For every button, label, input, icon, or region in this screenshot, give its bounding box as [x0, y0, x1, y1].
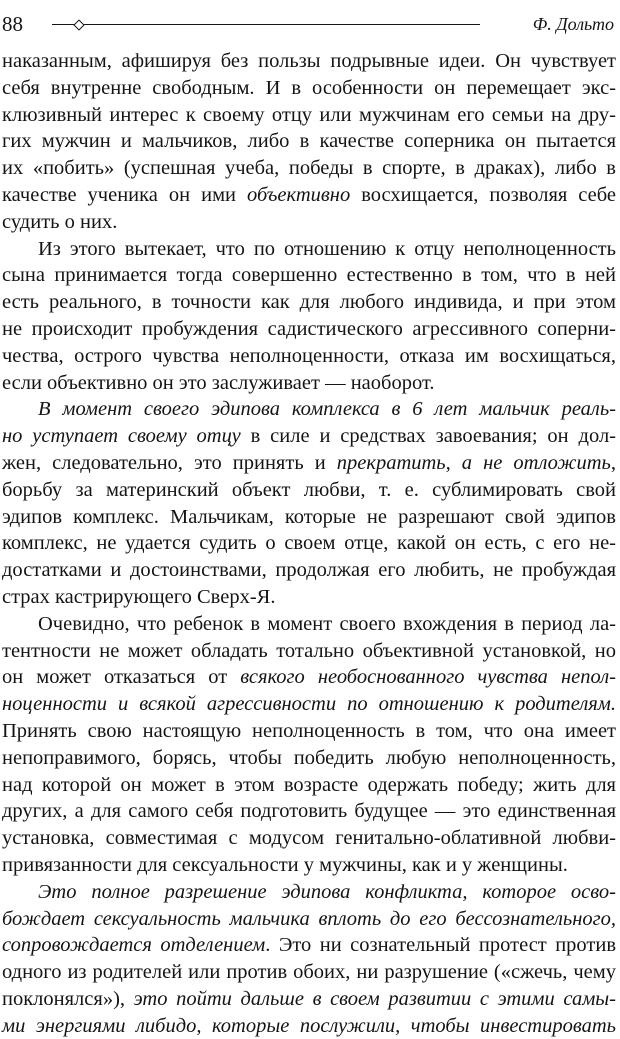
text-line	[2, 182, 616, 209]
text-line	[2, 879, 616, 906]
text-segment: качестве ученика он ими	[2, 183, 247, 206]
text-segment: Очевидно, что ребенок в момент своего вхождения в период ла-	[38, 612, 616, 635]
text-segment: над которой он может в этом возрасте одержать победу; жить для	[2, 773, 616, 796]
text-line	[2, 557, 616, 584]
text-line	[2, 798, 616, 825]
text-line	[2, 530, 616, 557]
text-segment: комплекс, не удается судить о своем отце, какой он есть, с его не-	[2, 532, 616, 555]
text-segment: их «побить» (успешная учеба, победы в спорте, в драках), либо в	[2, 157, 616, 180]
text-line	[2, 236, 616, 263]
text-line	[2, 852, 616, 879]
text-line	[2, 664, 616, 691]
text-segment: других, а для самого себя подготовить будущее — это единственная	[2, 800, 616, 823]
text-segment: борьбу за материнский объект любви, т. е. сублимировать свой	[2, 478, 616, 501]
diamond-ornament-icon	[73, 19, 84, 30]
running-head-author: Ф. Дольто	[532, 14, 614, 34]
text-line	[2, 477, 616, 504]
text-line	[2, 102, 616, 129]
text-line	[2, 959, 616, 986]
text-segment: клюзивный интерес к своему отцу или мужчинам его семьи на дру-	[2, 103, 616, 126]
italic-text-segment: В момент своего эдипова комплекса в 6 лет мальчик реаль-	[38, 398, 616, 421]
italic-text-segment: бождает сексуальность мальчика вплоть до его бессознательного,	[2, 907, 616, 930]
text-segment: есть реального, в точности как для любого индивида, и при этом	[2, 291, 616, 314]
italic-text-segment: сопровождается отделением	[2, 934, 266, 957]
italic-text-segment: прекратить, а не отложить	[336, 451, 611, 474]
text-line	[2, 718, 616, 745]
text-line	[2, 584, 616, 611]
text-segment: Принять свою настоящую неполноценность в том, что она имеет	[2, 719, 616, 742]
text-line	[2, 691, 616, 718]
text-line	[2, 772, 616, 799]
page-number: 88	[2, 12, 23, 36]
text-line	[2, 316, 616, 343]
italic-text-segment: но уступает своему отцу	[2, 425, 241, 448]
text-segment: привязанности для сексуальности у мужчины, как и у женщины.	[2, 853, 568, 876]
italic-text-segment: объективно	[247, 183, 351, 206]
text-line	[2, 611, 616, 638]
text-segment: Из этого вытекает, что по отношению к отцу неполноценность	[38, 237, 616, 260]
body-text	[2, 48, 616, 1039]
text-segment: достатками и достоинствами, продолжая его любить, не пробуждая	[2, 559, 616, 582]
text-line	[2, 209, 616, 236]
text-line	[2, 370, 616, 397]
text-segment: установка, совместимая с модусом генитально-облативной любви-	[2, 827, 616, 850]
text-line	[2, 423, 616, 450]
text-line	[2, 932, 616, 959]
text-segment: эдипов комплекс. Мальчикам, которые не разрешают свой эдипов	[2, 505, 616, 528]
page-header	[0, 0, 620, 44]
text-segment: . Это ни сознательный протест против	[265, 934, 617, 957]
text-segment: в силе и средствах завоевания; он дол-	[240, 425, 616, 448]
text-segment: если объективно он это заслуживает — наоборот.	[2, 371, 435, 394]
text-segment: одного из родителей или против обоих, ни разрушение («сжечь, чему	[2, 961, 616, 984]
text-line	[2, 343, 616, 370]
text-segment: сына принимается тогда совершенно естественно в том, что в ней	[2, 264, 616, 287]
text-line	[2, 986, 616, 1013]
text-line	[2, 396, 616, 423]
text-segment: себя внутренне свободным. И в особенности он перемещает экс-	[2, 76, 616, 99]
italic-text-segment: ноценности и всякой агрессивности по отношению к родителям.	[2, 693, 616, 716]
text-line	[2, 48, 616, 75]
text-line	[2, 504, 616, 531]
text-segment: наказанным, афишируя без пользы подрывные идеи. Он чувствует	[2, 50, 616, 72]
text-line	[2, 128, 616, 155]
text-segment: непоправимого, борясь, чтобы победить любую неполноценность,	[2, 746, 616, 769]
text-segment: чества, острого чувства неполноценности, отказа им восхищаться,	[2, 344, 616, 367]
text-segment: не происходит пробуждения садистического агрессивного соперни-	[2, 317, 616, 340]
text-segment: поклонялся»),	[2, 987, 134, 1010]
text-line	[2, 906, 616, 933]
text-line	[2, 262, 616, 289]
text-line	[2, 638, 616, 665]
header-rule	[52, 24, 480, 25]
text-line	[2, 75, 616, 102]
text-segment: он может отказаться от	[2, 666, 241, 689]
italic-text-segment: это пойти дальше в своем развитии с этими самы-	[133, 987, 616, 1010]
text-line	[2, 825, 616, 852]
text-segment: судить о них.	[2, 210, 118, 233]
text-segment: ,	[610, 451, 616, 474]
text-segment: гих мужчин и мальчиков, либо в качестве соперника он пытается	[2, 130, 616, 153]
text-segment: жен, следовательно, это принять и	[2, 451, 337, 474]
text-line	[2, 289, 616, 316]
text-line	[2, 745, 616, 772]
text-line	[2, 155, 616, 182]
text-line	[2, 1013, 616, 1039]
italic-text-segment: всякого необоснованного чувства непол-	[240, 666, 617, 689]
text-segment: восхищается, позволяя себе	[350, 183, 617, 206]
text-segment: страх кастрирующего Сверх-Я.	[2, 585, 276, 608]
italic-text-segment: ми энергиями либидо, которые послужили, чтобы инвестировать	[2, 1014, 616, 1037]
italic-text-segment: Это полное разрешение эдипова конфликта, которое осво-	[38, 880, 616, 903]
text-line	[2, 450, 616, 477]
text-segment: тентности не может обладать тотально объективной установкой, но	[2, 639, 616, 662]
